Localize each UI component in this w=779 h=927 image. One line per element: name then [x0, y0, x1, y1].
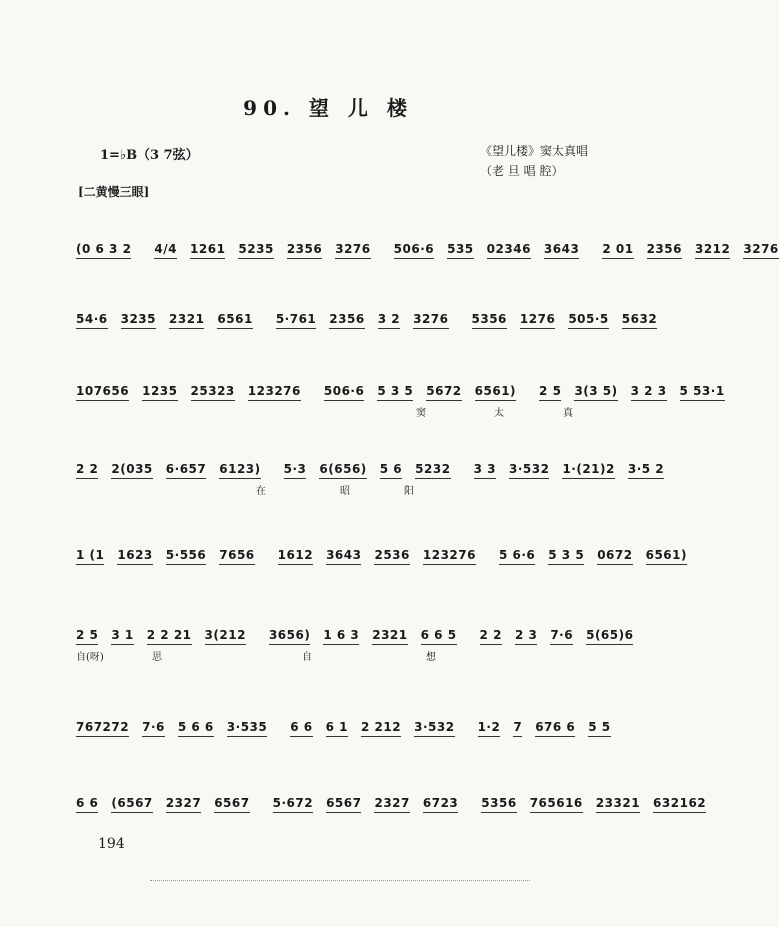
note-group: 5·3: [283, 462, 307, 476]
lyric-line: [76, 404, 596, 420]
note-group: 54·6: [76, 312, 108, 326]
note-group: 3·532: [508, 462, 550, 476]
note-group: 5·672: [272, 796, 314, 810]
note-group: 2321: [169, 312, 205, 326]
note-group: 2 2: [479, 628, 502, 642]
note-group: 5 3 5: [377, 384, 414, 398]
note-group: 23321: [595, 796, 641, 810]
note-group: 5356: [481, 796, 517, 810]
note-group: 2 5: [76, 628, 99, 642]
lyric-word: 太: [494, 408, 504, 419]
lyric-word: 想: [426, 652, 436, 663]
lyric-word: 在: [256, 486, 266, 497]
note-group: 107656: [76, 384, 130, 398]
section-label: [二黄慢三眼]: [78, 185, 150, 199]
note-group: 506·6: [323, 384, 365, 398]
credit-block: [480, 141, 588, 181]
note-group: 2356: [646, 242, 682, 256]
note-group: 7·6: [142, 720, 165, 734]
note-group: 3·535: [226, 720, 268, 734]
lyric-word: 真: [563, 408, 573, 419]
note-group: 7656: [219, 548, 255, 562]
note-group: 3235: [120, 312, 157, 326]
note-group: 5 53·1: [679, 384, 725, 398]
lyric-word: 思: [152, 652, 162, 663]
note-group: 5 6: [379, 462, 403, 476]
note-group: 2321: [372, 628, 408, 642]
note-group: 3643: [326, 548, 362, 562]
note-group: 2356: [329, 312, 365, 326]
note-group: 2 212: [361, 720, 402, 734]
note-group: 1261: [190, 242, 226, 256]
note-group: 6(656): [319, 462, 367, 476]
note-group: 123276: [247, 384, 301, 398]
note-group: 1276: [519, 312, 556, 326]
note-group: 6723: [422, 796, 459, 810]
note-group: 2(035: [111, 462, 153, 476]
credit-role: （老 旦 唱 腔）: [480, 164, 564, 178]
note-group: 5·556: [165, 548, 207, 562]
lyric-word: 阳: [404, 486, 414, 497]
score-line: [76, 618, 634, 652]
note-group: 6 6: [76, 796, 99, 810]
note-group: 1623: [117, 548, 153, 562]
lyric-line: [76, 482, 596, 498]
score-line: [76, 232, 779, 266]
note-group: 506·6: [393, 242, 435, 256]
key-signature: 1=♭B（3 7弦）: [100, 148, 199, 163]
note-group: 535: [447, 242, 474, 256]
note-group: 3276: [413, 312, 449, 326]
note-group: 3643: [543, 242, 580, 256]
footer-rule: [150, 880, 530, 883]
note-group: 3656): [268, 628, 311, 642]
credit-source: 《望儿楼》窦太真唱: [480, 144, 589, 158]
note-group: 5 6 6: [177, 720, 214, 734]
note-group: 5235: [238, 242, 274, 256]
note-group: 6·657: [165, 462, 207, 476]
note-group: 5356: [471, 312, 507, 326]
note-group: 5672: [426, 384, 462, 398]
note-group: (0 6 3 2: [76, 242, 132, 256]
note-group: 6 6 5: [420, 628, 457, 642]
note-group: 2536: [374, 548, 410, 562]
note-group: 6567: [326, 796, 362, 810]
score-line: [76, 452, 665, 486]
note-group: 7: [513, 720, 523, 734]
lyric-word: 自: [302, 652, 312, 663]
page-number: 194: [98, 836, 125, 852]
note-group: 0672: [597, 548, 633, 562]
note-group: 123276: [422, 548, 476, 562]
note-group: 2 2 21: [146, 628, 192, 642]
note-group: 3212: [694, 242, 731, 256]
note-group: 1 6 3: [323, 628, 360, 642]
note-group: 3 3: [473, 462, 496, 476]
note-group: 4/4: [154, 242, 178, 256]
note-group: 1612: [277, 548, 314, 562]
note-group: 676 6: [535, 720, 576, 734]
note-group: 3·5 2: [627, 462, 665, 476]
score-line: [76, 786, 707, 820]
note-group: 6561): [474, 384, 517, 398]
note-group: 6567: [214, 796, 250, 810]
note-group: 6561: [217, 312, 253, 326]
note-group: 3 2 3: [630, 384, 667, 398]
note-group: 3276: [743, 242, 779, 256]
note-group: 2 5: [539, 384, 562, 398]
note-group: 25323: [190, 384, 235, 398]
note-group: 6 6: [290, 720, 313, 734]
note-group: 7·6: [550, 628, 574, 642]
note-group: 2327: [165, 796, 202, 810]
note-group: 3(212: [204, 628, 246, 642]
score-line: [76, 710, 611, 744]
score-line: [76, 302, 658, 336]
note-group: 765616: [529, 796, 583, 810]
page-title: 90. 望 儿 楼: [243, 96, 413, 120]
note-group: 5632: [621, 312, 658, 326]
note-group: 5 3 5: [548, 548, 585, 562]
note-group: 3·532: [414, 720, 455, 734]
note-group: 5232: [415, 462, 451, 476]
note-group: 3(3 5): [574, 384, 618, 398]
lyric-word: 自(呀): [76, 652, 104, 663]
note-group: 2 3: [514, 628, 538, 642]
lyric-line: [76, 648, 596, 664]
note-group: 6561): [645, 548, 687, 562]
note-group: 5 6·6: [498, 548, 536, 562]
note-group: 02346: [486, 242, 531, 256]
lyric-word: 窦: [416, 408, 426, 419]
lyric-word: 昭: [340, 486, 350, 497]
note-group: 2 2: [76, 462, 99, 476]
note-group: 5(65)6: [586, 628, 634, 642]
note-group: 767272: [76, 720, 130, 734]
note-group: 2356: [286, 242, 323, 256]
note-group: 3 2: [377, 312, 401, 326]
note-group: 5·761: [275, 312, 317, 326]
score-line: [76, 538, 687, 572]
note-group: 6123): [219, 462, 261, 476]
note-group: 632162: [653, 796, 707, 810]
note-group: 1·2: [477, 720, 501, 734]
note-group: 2327: [374, 796, 410, 810]
note-group: 3 1: [111, 628, 134, 642]
score-line: [76, 374, 725, 408]
note-group: 1·(21)2: [562, 462, 615, 476]
note-group: 2 01: [602, 242, 634, 256]
note-group: 1 (1: [76, 548, 105, 562]
note-group: 1235: [142, 384, 178, 398]
note-group: 3276: [335, 242, 371, 256]
note-group: 5 5: [588, 720, 611, 734]
note-group: (6567: [111, 796, 153, 810]
note-group: 6 1: [325, 720, 349, 734]
note-group: 505·5: [568, 312, 609, 326]
